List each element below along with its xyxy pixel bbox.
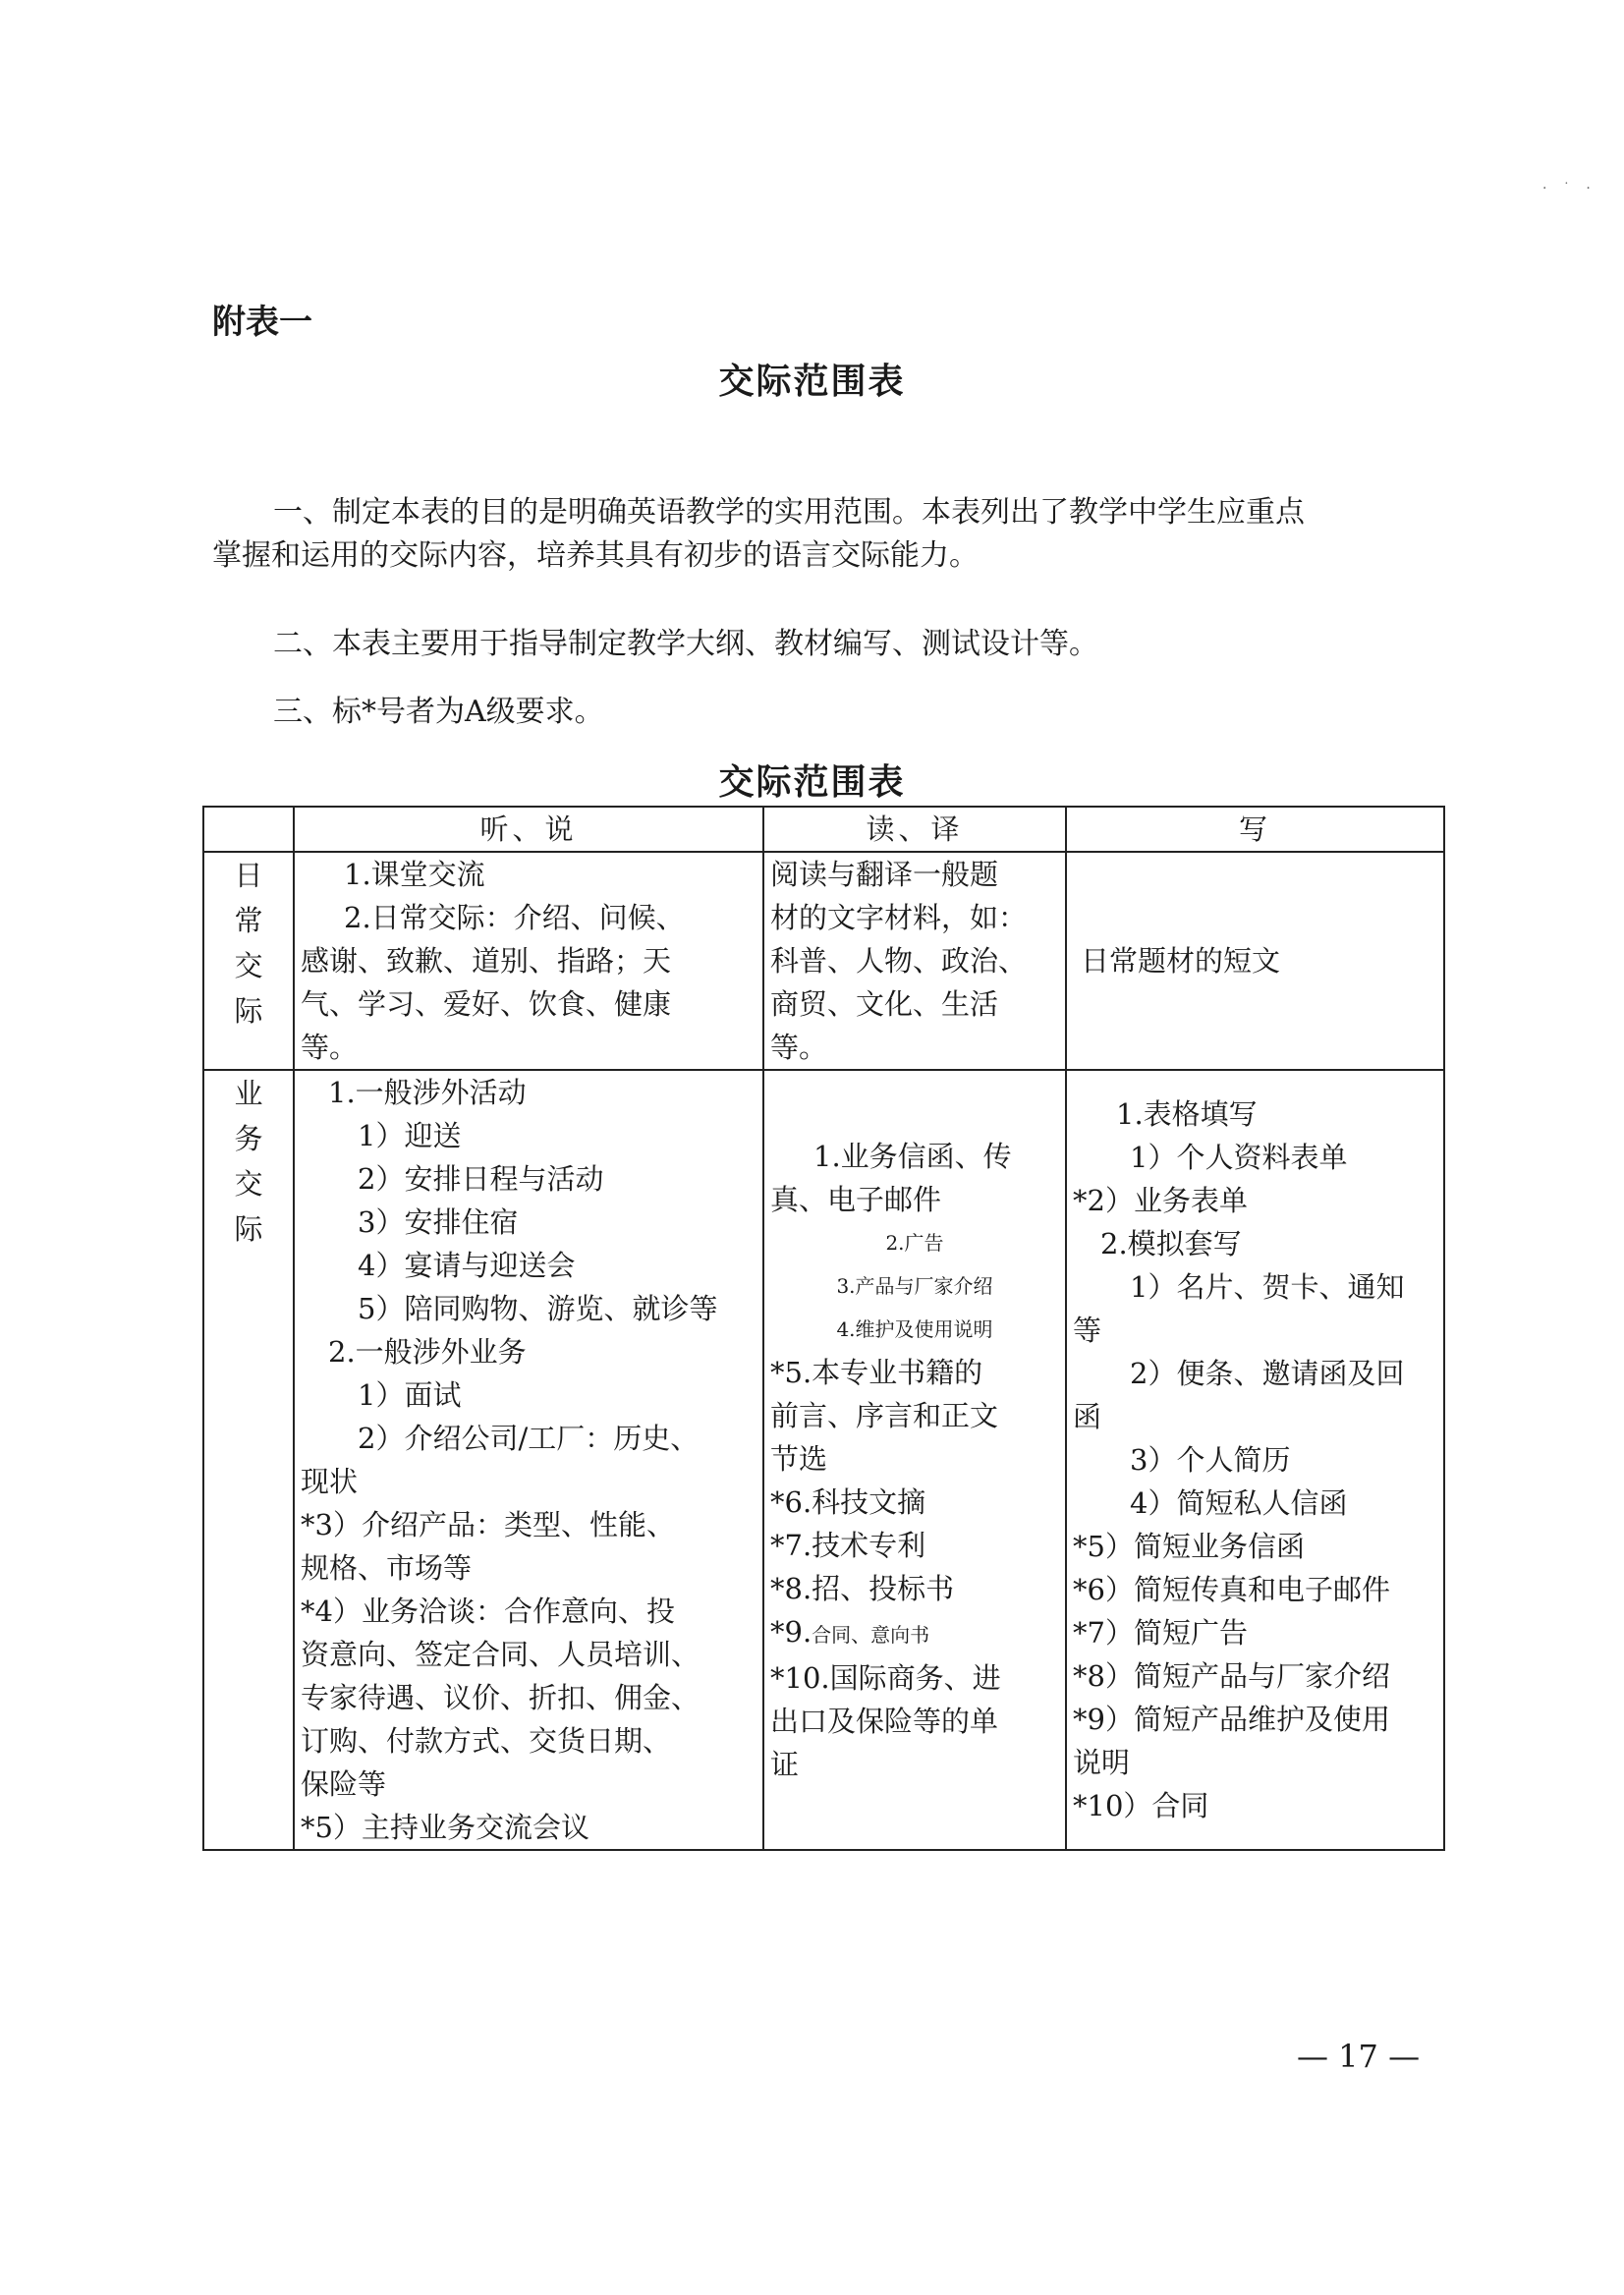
row-label-char: 际: [234, 1212, 263, 1246]
cell-line: 函: [1073, 1400, 1102, 1433]
row-label-char: 务: [234, 1122, 263, 1155]
cell-line: 商贸、文化、生活: [770, 987, 999, 1021]
row-label-char: 业: [234, 1077, 263, 1110]
row-label-daily: [203, 852, 294, 1070]
item-number: *9.: [770, 1614, 812, 1649]
cell-line: *7.技术专利: [770, 1528, 926, 1562]
cell-line: 等。: [770, 1031, 828, 1064]
row-label-char: 日: [234, 859, 263, 892]
cell-line: 保险等: [301, 1767, 387, 1801]
business-reading-cell: [763, 1070, 1066, 1850]
paragraph-line: 掌握和运用的交际内容，培养其具有初步的语言交际能力。: [212, 538, 979, 573]
cell-line: 4）简短私人信函: [1130, 1486, 1348, 1520]
cell-line: 1）面试: [358, 1378, 462, 1412]
cell-line: 说明: [1073, 1746, 1131, 1779]
cell-line: 材的文字材料，如：: [770, 901, 1028, 934]
business-listening-cell: [294, 1070, 763, 1850]
cell-line: 1.表格填写: [1116, 1097, 1258, 1131]
cell-line: 3.产品与厂家介绍: [836, 1273, 993, 1298]
cell-line: 3）个人简历: [1130, 1443, 1291, 1477]
cell-line: 规格、市场等: [301, 1551, 473, 1585]
cell-line: 1）个人资料表单: [1130, 1141, 1348, 1174]
appendix-label: 附表一: [212, 303, 312, 342]
cell-line: *9）简短产品维护及使用: [1073, 1703, 1390, 1736]
cell-line: 节选: [770, 1441, 828, 1476]
cell-line: 1）名片、贺卡、通知: [1130, 1270, 1405, 1304]
table-row-daily: [203, 852, 1444, 1070]
cell-line: 科普、人物、政治、: [770, 944, 1028, 978]
daily-reading-cell: [763, 852, 1066, 1070]
cell-line: 4.维护及使用说明: [836, 1316, 993, 1341]
page-number: — 17 —: [1297, 2038, 1421, 2075]
cell-line: 1.业务信函、传: [813, 1139, 1012, 1173]
cell-line: 2）安排日程与活动: [358, 1162, 604, 1196]
cell-line: 等: [1073, 1314, 1102, 1347]
cell-line: 证: [770, 1747, 800, 1781]
cell-line: *6.科技文摘: [770, 1484, 926, 1519]
cell-line: *5）简短业务信函: [1073, 1530, 1305, 1563]
paragraph-usage: 二、本表主要用于指导制定教学大纲、教材编写、测试设计等。: [273, 627, 1098, 661]
cell-line: *5）主持业务交流会议: [301, 1811, 589, 1844]
cell-line: *10.国际商务、进: [770, 1660, 1001, 1695]
cell-line: 1）迎送: [358, 1119, 462, 1152]
cell-line: 订购、付款方式、交货日期、: [301, 1724, 672, 1758]
cell-line: *4）业务洽谈：合作意向、投: [301, 1595, 675, 1628]
row-label-char: 交: [234, 949, 263, 982]
cell-line: 2.广告: [885, 1230, 944, 1255]
cell-line: 气、学习、爱好、饮食、健康: [301, 987, 672, 1021]
cell-line: 资意向、签定合同、人员培训、: [301, 1638, 700, 1671]
item-text-small: 合同、意向书: [812, 1622, 930, 1647]
cell-line: *10）合同: [1073, 1789, 1209, 1822]
cell-line: 1.一般涉外活动: [328, 1076, 527, 1109]
cell-line: 2.一般涉外业务: [328, 1335, 527, 1369]
cell-line: 阅读与翻译一般题: [770, 858, 999, 891]
cell-line: *5.本专业书籍的: [770, 1355, 983, 1389]
cell-line: 出口及保险等的单: [770, 1704, 999, 1738]
row-label-char: 交: [234, 1167, 263, 1201]
cell-line: 前言、序言和正文: [770, 1398, 999, 1432]
cell-line: 2）便条、邀请函及回: [1130, 1357, 1405, 1390]
cell-line: 感谢、致歉、道别、指路；天: [301, 944, 672, 978]
cell-line: 2）介绍公司/工厂：历史、: [358, 1422, 700, 1455]
cell-line: 真、电子邮件: [770, 1182, 942, 1216]
row-label-char: 常: [234, 904, 263, 937]
table-title: 交际范围表: [718, 762, 906, 803]
communication-scope-table: [202, 806, 1445, 1851]
row-label-char: 际: [234, 994, 263, 1028]
cell-line: 3）安排住宿: [358, 1205, 519, 1239]
cell-line: *8.招、投标书: [770, 1571, 955, 1605]
business-writing-cell: [1066, 1070, 1444, 1850]
cell-line: 4）宴请与迎送会: [358, 1249, 576, 1282]
scan-artifact: · ˙ ·: [1542, 181, 1596, 196]
header-writing: 写: [1066, 807, 1444, 852]
header-corner: [203, 807, 294, 852]
cell-line: 专家待遇、议价、折扣、佣金、: [301, 1681, 700, 1714]
header-reading-translating: 读、译: [763, 807, 1066, 852]
document-title: 交际范围表: [718, 362, 906, 402]
cell-line: 等。: [301, 1031, 359, 1064]
cell-line: 现状: [301, 1465, 359, 1498]
paragraph-line: 一、制定本表的目的是明确英语教学的实用范围。本表列出了教学中学生应重点: [273, 495, 1305, 530]
table-header-row: [203, 807, 1444, 852]
row-label-business: [203, 1070, 294, 1850]
daily-listening-cell: [294, 852, 763, 1070]
cell-line: 2.日常交际：介绍、问候、: [344, 901, 685, 934]
cell-line: *6）简短传真和电子邮件: [1073, 1573, 1390, 1606]
paragraph-a-level-note: 三、标*号者为A级要求。: [273, 695, 604, 729]
cell-line: *8）简短产品与厂家介绍: [1073, 1659, 1390, 1693]
cell-line: 2.模拟套写: [1100, 1227, 1242, 1260]
daily-writing-cell: 日常题材的短文: [1066, 852, 1444, 1070]
cell-line: *7）简短广告: [1073, 1616, 1248, 1650]
paragraph-purpose: [212, 491, 1430, 578]
cell-line: *2）业务表单: [1073, 1184, 1248, 1217]
cell-line: [770, 1610, 1059, 1656]
cell-line: 1.课堂交流: [344, 858, 485, 891]
cell-line: 5）陪同购物、游览、就诊等: [358, 1292, 718, 1325]
cell-line: *3）介绍产品：类型、性能、: [301, 1508, 675, 1541]
header-listening-speaking: 听、说: [294, 807, 763, 852]
table-row-business: [203, 1070, 1444, 1850]
